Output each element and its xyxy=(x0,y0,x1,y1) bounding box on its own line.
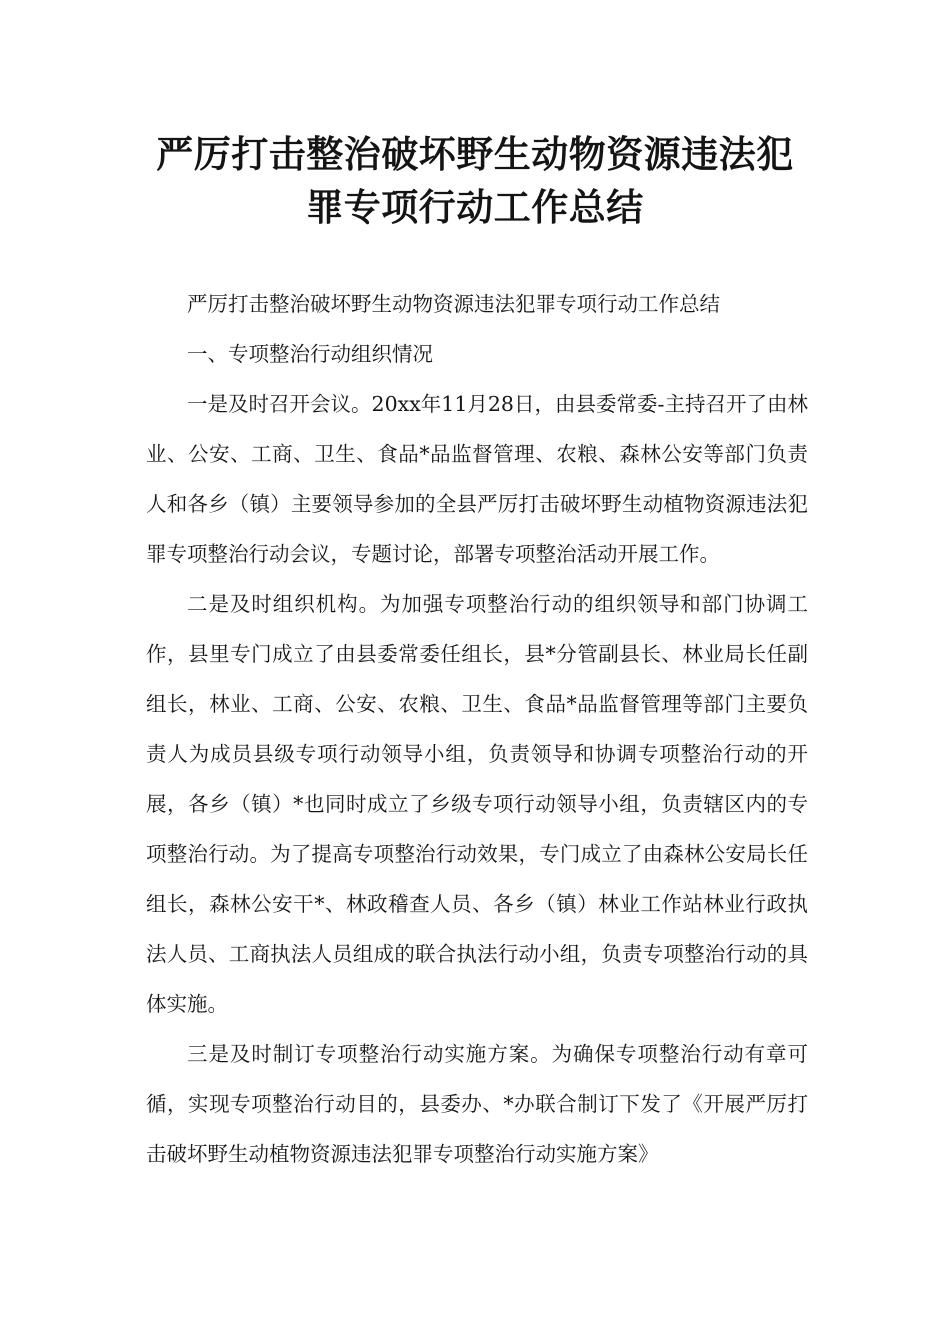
document-body xyxy=(146,279,808,1179)
paragraph: 一是及时召开会议。20xx年11月28日，由县委常委-主持召开了由林业、公安、工商、卫生、食品*品监督管理、农粮、森林公安等部门负责人和各乡（镇）主要领导参加的全县严厉打击破坏野生动植物资源违法犯罪专项整治行动会议，专题讨论，部署专项整治活动开展工作。 xyxy=(146,392,808,566)
section-heading: 一、专项整治行动组织情况 xyxy=(187,342,433,366)
paragraph-subtitle: 严厉打击整治破坏野生动物资源违法犯罪专项行动工作总结 xyxy=(187,292,720,316)
document-title: 严厉打击整治破坏野生动物资源违法犯罪专项行动工作总结 xyxy=(156,133,794,229)
paragraph: 三是及时制订专项整治行动实施方案。为确保专项整治行动有章可循，实现专项整治行动目的，县委办、*办联合制订下发了《开展严厉打击破坏野生动植物资源违法犯罪专项整治行动实施方案》 xyxy=(146,1042,808,1166)
paragraph: 二是及时组织机构。为加强专项整治行动的组织领导和部门协调工作，县里专门成立了由县委常委任组长，县*分管副县长、林业局长任副组长，林业、工商、公安、农粮、卫生、食品*品监督管理等部门主要负责人为成员县级专项行动领导小组，负责领导和协调专项整治行动的开展，各乡（镇）*也同时成立了乡级专项行动领导小组，负责辖区内的专项整治行动。为了提高专项整治行动效果，专门成立了由森林公安局长任组长，森林公安干*、林政稽查人员、各乡（镇）林业工作站林业行政执法人员、工商执法人员组成的联合执法行动小组，负责专项整治行动的具体实施。 xyxy=(146,592,808,1016)
